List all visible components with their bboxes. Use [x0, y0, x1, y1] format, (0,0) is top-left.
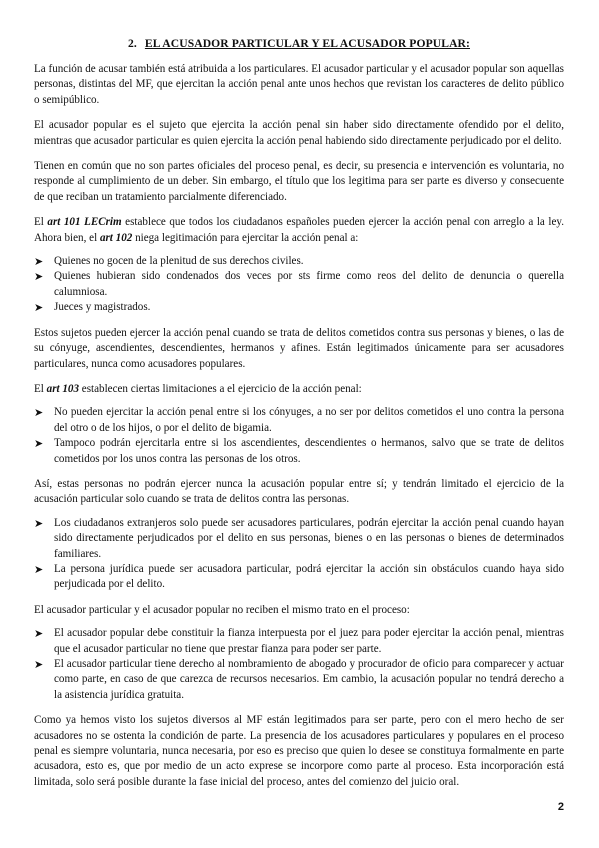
list-item [34, 562, 564, 593]
page-number: 2 [557, 801, 564, 813]
list-limitations [34, 405, 564, 467]
section-number: 2. [127, 37, 137, 50]
section-title: EL ACUSADOR PARTICULAR Y EL ACUSADOR POPULAR: [144, 37, 470, 50]
list-item [34, 657, 564, 703]
paragraph-consequence: Así, estas personas no podrán ejercer nunca la acusación popular entre sí; y tendrán limitado el ejercicio de la acusación particular solo cuando se trata de delitos contra las personas. [34, 477, 564, 506]
law-reference: art 101 LECrim [47, 216, 122, 229]
arrowhead-bullet-icon: ➤ [34, 270, 44, 284]
list-item [34, 516, 564, 562]
list-item [34, 436, 564, 467]
paragraph-definitions: El acusador popular es el sujeto que ejercita la acción penal sin haber sido directamente ofendido por el delito, mientras que acusador particular es quien ejercita la acción penal habiendo sido directamente perjudicado por el delito. [34, 119, 564, 147]
arrowhead-bullet-icon: ➤ [34, 658, 44, 671]
list-item-text: La persona jurídica puede ser acusadora particular, podrá ejercitar la acción sin obstáculos cuando haya sido perjudicada por el delito. [54, 562, 564, 591]
list-item-text: El acusador particular tiene derecho al nombramiento de abogado y procurador de oficio para comparecer y actuar como parte, en caso de que carezca de recursos necesarios. Em cambio, la acusación popular no tendrá derecho a la asistencia jurídica gratuita. [54, 658, 564, 701]
paragraph-intro: La función de acusar también está atribuida a los particulares. El acusador particular y el acusador popular son aquellas personas, distintas del MF, que ejercitan la acción penal ante unos hechos que revistan los caracteres de delito público o semipúblico. [34, 63, 564, 106]
arrowhead-bullet-icon: ➤ [34, 627, 44, 641]
list-item-text: Tampoco podrán ejercitarla entre si los ascendientes, descendientes o hermanos, salvo que se trate de delitos cometidos por los unos contra las personas de los otros. [54, 437, 564, 465]
text-run: niega legitimación para ejercitar la acción penal a: [132, 231, 359, 244]
arrowhead-bullet-icon: ➤ [34, 255, 44, 269]
list-item-text: Quienes hubieran sido condenados dos veces por sts firme como reos del delito de denuncia o querella calumniosa. [54, 270, 564, 298]
list-item [34, 626, 564, 657]
arrowhead-bullet-icon: ➤ [34, 437, 44, 451]
paragraph-constitution-as-party: Como ya hemos visto los sujetos diversos al MF están legitimados para ser parte, pero con el mero hecho de ser acusadores no se ostenta la condición de parte. La presencia de los acusadores particulares y populares en el proceso penal es siempre voluntaria, nunca necesaria, por eso es preciso que quien lo desee se constituya formalmente en parte acusadora, esto es, que por medio de un acto exprese se incorpore como parte al proceso. Esta incorporación está limitada, solo será posible durante la fase inicial del proceso, antes del comienzo del juicio oral. [34, 714, 564, 788]
list-item-text: No pueden ejercitar la acción penal entre si los cónyuges, a no ser por delitos cometidos el uno contra la persona del otro o de los hijos, o por el delito de bigamia. [54, 406, 564, 434]
arrowhead-bullet-icon: ➤ [34, 406, 44, 420]
text-run: establecen ciertas limitaciones a el ejercicio de la acción penal: [79, 382, 362, 395]
document-page [34, 36, 564, 800]
text-run: El [34, 216, 48, 229]
list-item [34, 300, 564, 315]
section-heading [34, 36, 564, 51]
text-run: establece que todos los ciudadanos españoles pueden ejercer la acción penal con arreglo a la ley. Ahora bien, el [34, 216, 564, 244]
text-run: El [34, 382, 47, 395]
list-excluded-persons [34, 254, 564, 316]
list-item-text: Los ciudadanos extranjeros solo puede ser acusadores particulares, podrán ejercitar la acción penal cuando hayan sido directamente perjudicados por el delito en sus personas, bienes o en las personas o bienes de determinados familiares. [54, 516, 564, 560]
list-differences [34, 626, 564, 703]
list-item-text: Quienes no gocen de la plenitud de sus derechos civiles. [54, 255, 304, 268]
list-foreigners-legal-persons [34, 516, 564, 593]
law-reference: art 103 [46, 382, 80, 395]
paragraph-scope: Estos sujetos pueden ejercer la acción penal cuando se trata de delitos cometidos contra sus personas y bienes, o las de su cónyuge, ascendientes, descendientes, hermanos y afines. Están legitimados únicamente para ser acusadores particulares, nunca como acusadores populares. [34, 326, 564, 370]
arrowhead-bullet-icon: ➤ [34, 562, 44, 576]
paragraph-art-101 [34, 215, 564, 246]
paragraph-common-traits: Tienen en común que no son partes oficiales del proceso penal, es decir, su presencia e intervención es voluntaria, no responde al cumplimiento de un deber. Sin embargo, el título que los legitima para ser parte es diverso y consecuente de que reciban un tratamiento parcialmente diferenciado. [34, 160, 564, 203]
arrowhead-bullet-icon: ➤ [34, 301, 44, 315]
paragraph-art-103 [34, 382, 564, 397]
list-item-text: El acusador popular debe constituir la fianza interpuesta por el juez para poder ejercitar la acción penal, mientras que el acusador particular no tiene que prestar fianza para poder ser parte. [54, 627, 564, 655]
list-item-text: Jueces y magistrados. [54, 301, 151, 314]
list-item [34, 405, 564, 436]
list-item [34, 254, 564, 269]
paragraph-different-treatment: El acusador particular y el acusador popular no reciben el mismo trato en el proceso: [34, 603, 410, 616]
law-reference: art 102 [99, 231, 133, 244]
list-item [34, 269, 564, 300]
arrowhead-bullet-icon: ➤ [34, 516, 44, 530]
